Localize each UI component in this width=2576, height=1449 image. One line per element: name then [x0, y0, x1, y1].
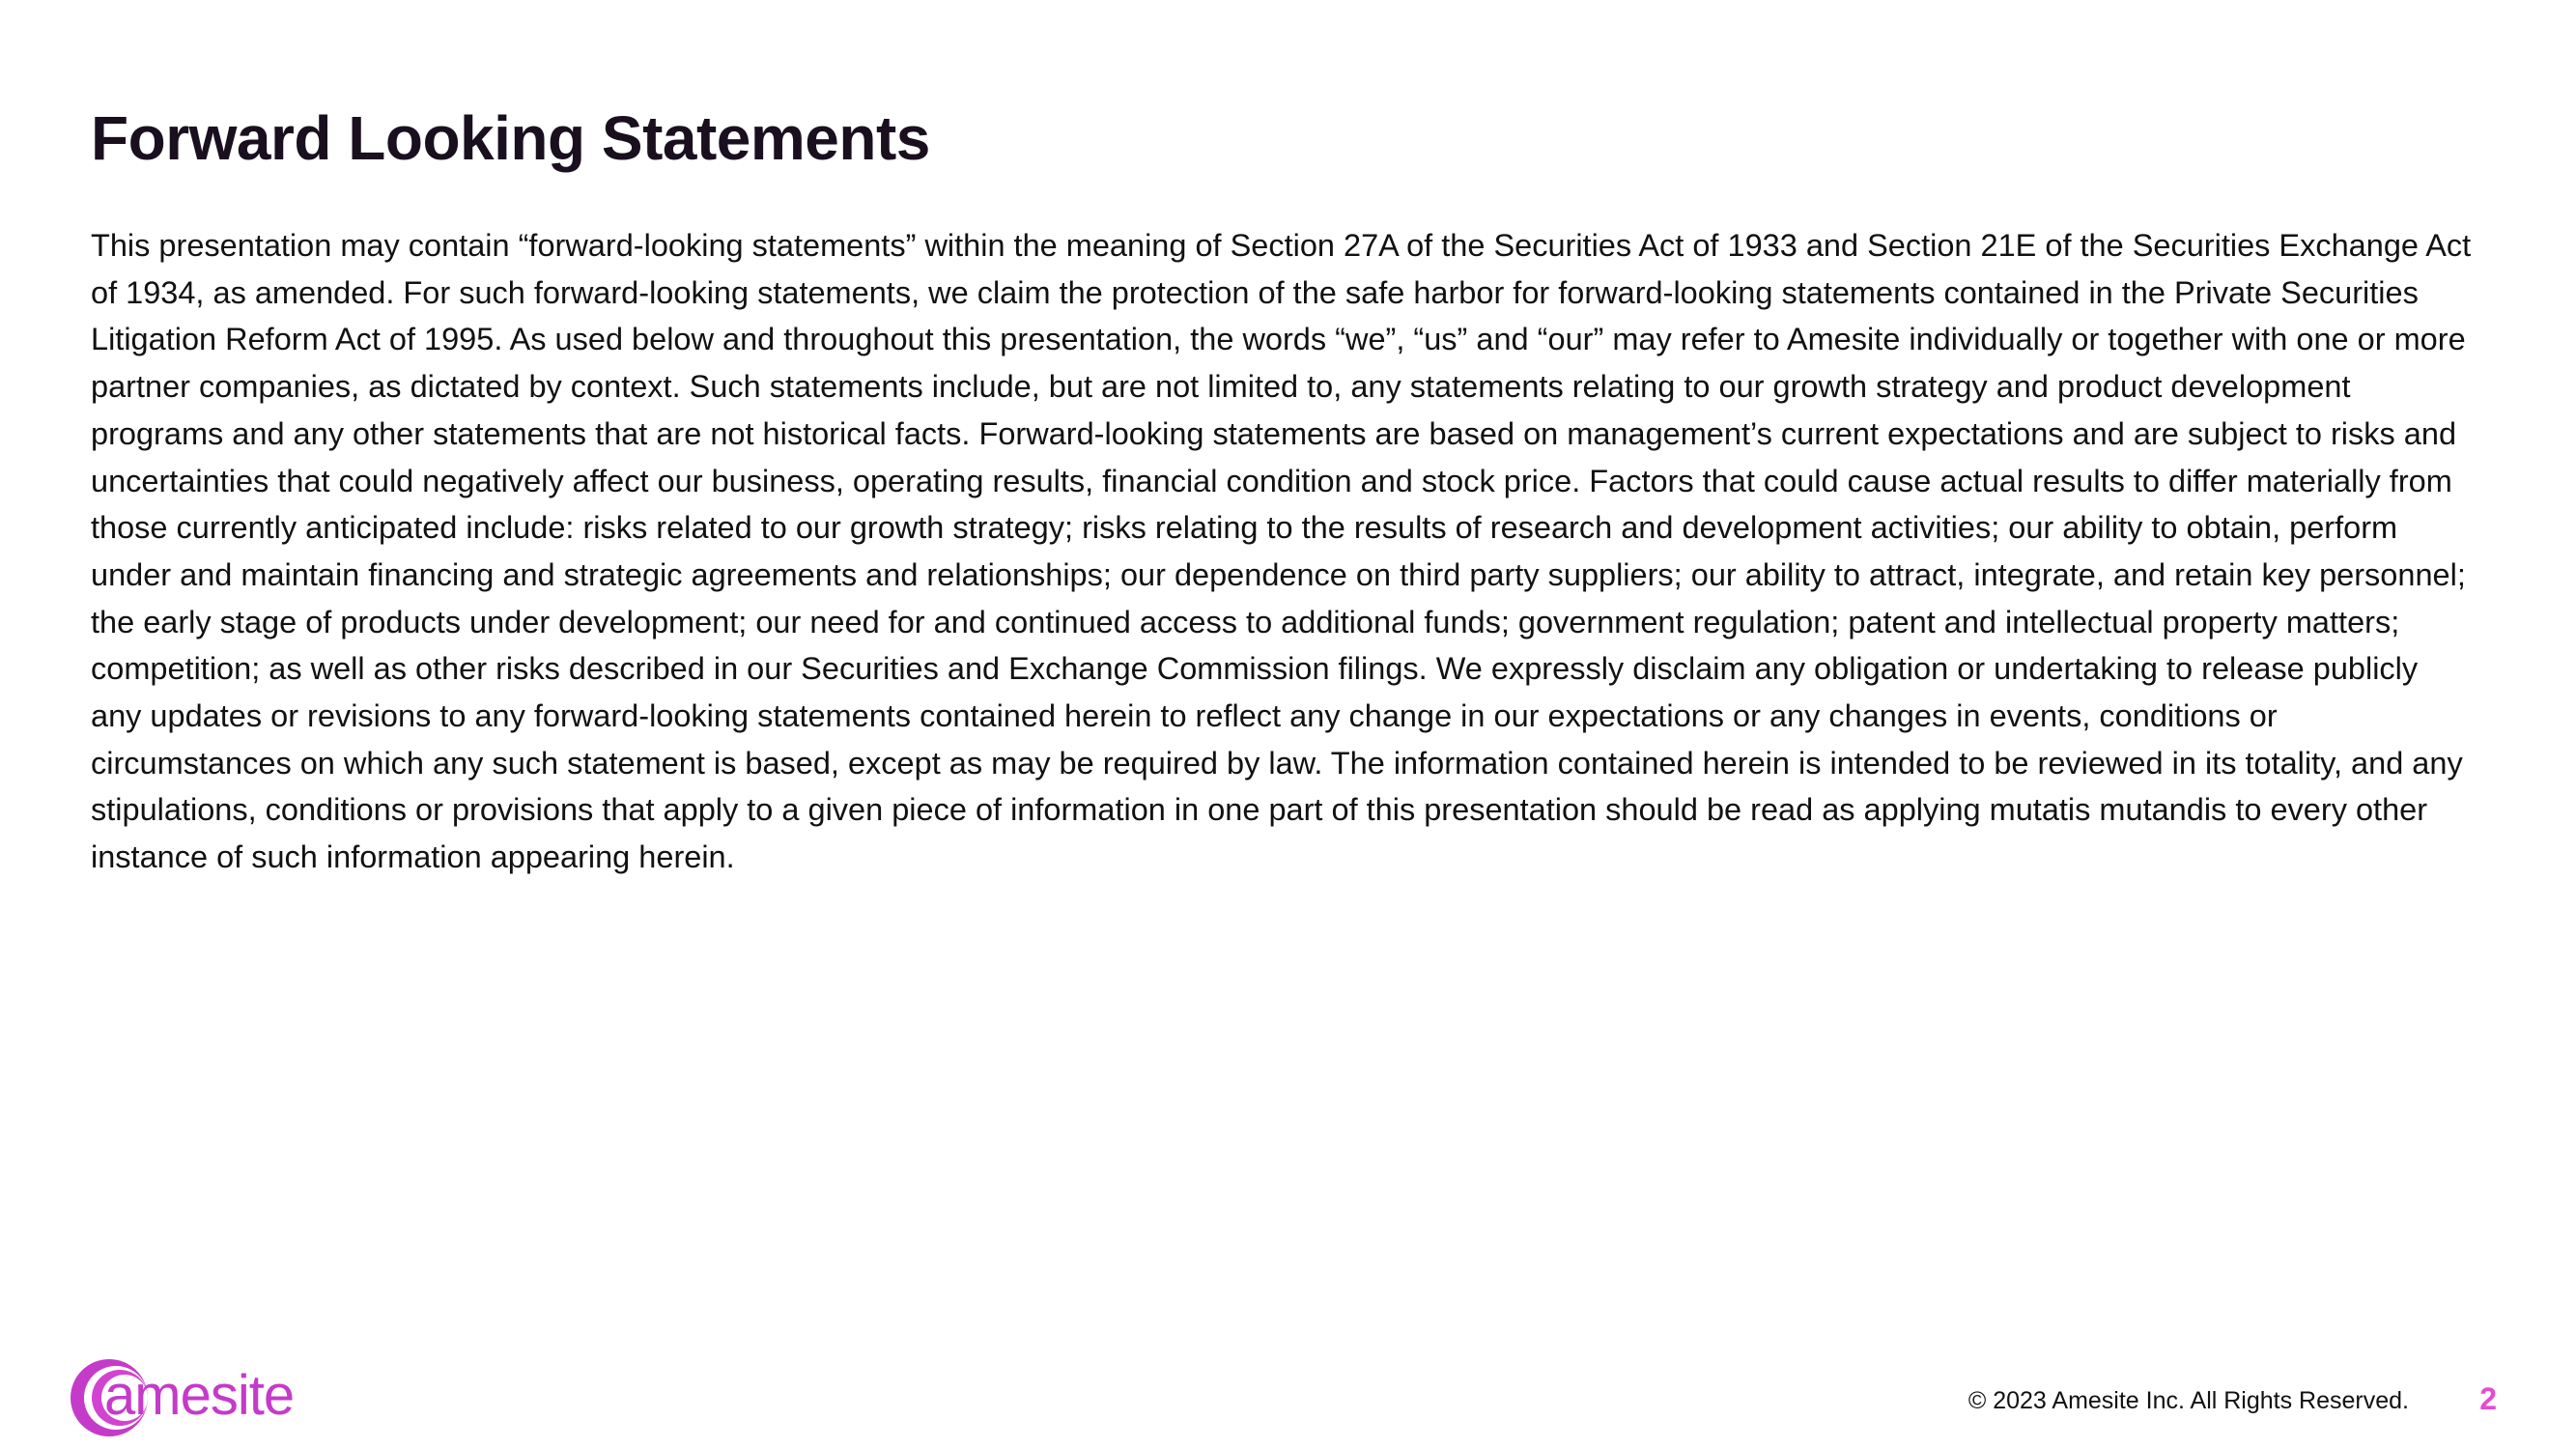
amesite-logo: [68, 1354, 348, 1441]
page-number: 2: [2479, 1381, 2497, 1416]
disclaimer-paragraph: This presentation may contain “forward-looking statements” within the meaning of Section 27A of the Securities Act of 1933 and Section 21E of the Securities Exchange Act of 1934, as amended. For such forward-looking statements, we claim the protection of the safe harbor for forward-looking statements contained in the Private Securities Litigation Reform Act of 1995. As used below and throughout this presentation, the words “we”, “us” and “our” may refer to Amesite individually or together with one or more partner companies, as dictated by context. Such statements include, but are not limited to, any statements relating to our growth strategy and product development programs and any other statements that are not historical facts. Forward-looking statements are based on management’s current expectations and are subject to risks and uncertainties that could negatively affect our business, operating results, financial condition and stock price. Factors that could cause actual results to differ materially from those currently anticipated include: risks related to our growth strategy; risks relating to the results of research and development activities; our ability to obtain, perform under and maintain financing and strategic agreements and relationships; our dependence on third party suppliers; our ability to attract, integrate, and retain key personnel; the early stage of products under development; our need for and continued access to additional funds; government regulation; patent and intellectual property matters; competition; as well as other risks described in our Securities and Exchange Commission filings. We expressly disclaim any obligation or undertaking to release publicly any updates or revisions to any forward-looking statements contained herein to reflect any change in our expectations or any changes in events, conditions or circumstances on which any such statement is based, except as may be required by law. The information contained herein is intended to be reviewed in its totality, and any stipulations, conditions or provisions that apply to a given piece of information in one part of this presentation should be read as applying mutatis mutandis to every other instance of such information appearing herein.: [91, 228, 2472, 875]
logo-wordmark: amesite: [104, 1364, 295, 1427]
copyright-notice: © 2023 Amesite Inc. All Rights Reserved.: [1967, 1387, 2409, 1414]
page-title: Forward Looking Statements: [91, 103, 930, 173]
